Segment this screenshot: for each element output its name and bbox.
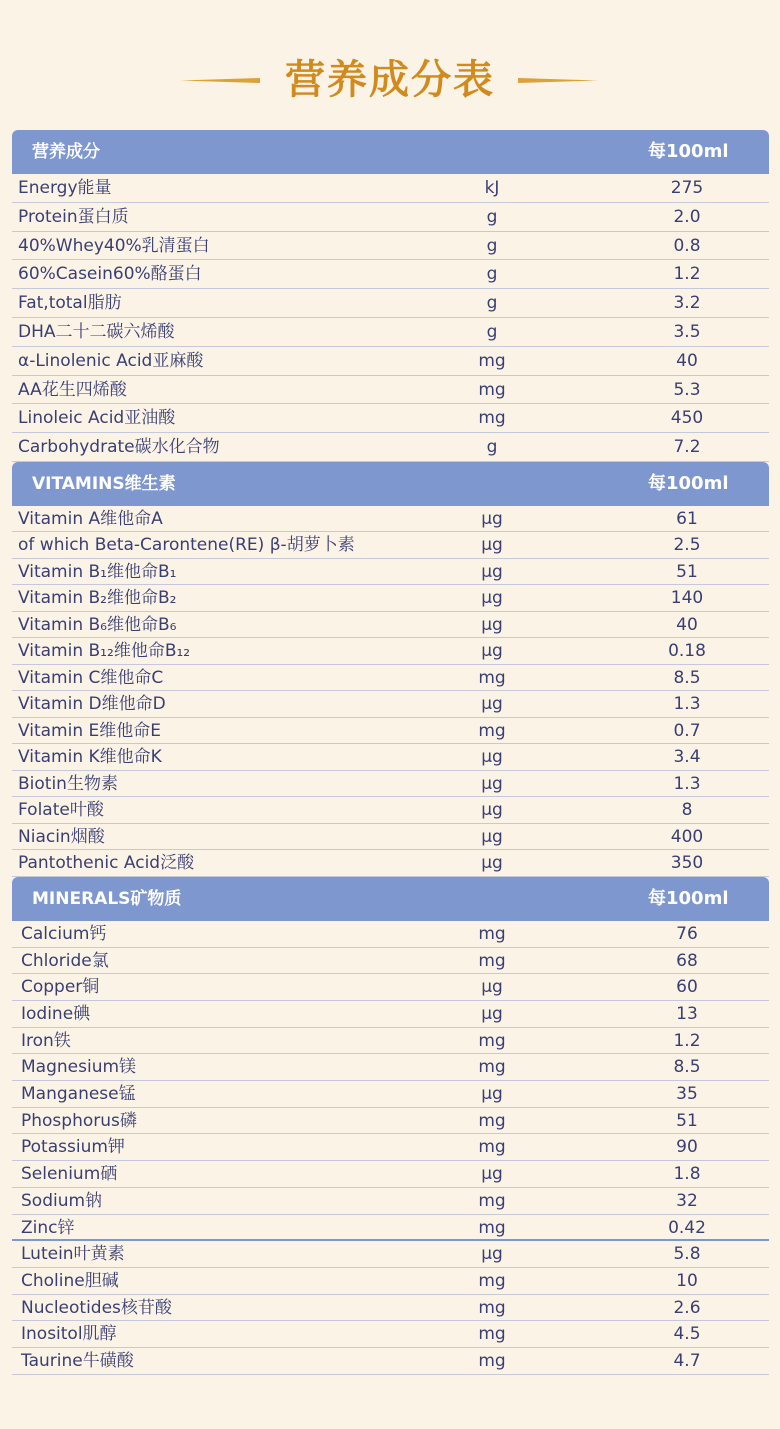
nutrient-name: AA花生四烯酸 [18, 379, 127, 400]
table-row [12, 1295, 769, 1322]
nutrient-name: Manganese锰 [21, 1084, 136, 1105]
nutrient-value: 7.2 [673, 437, 701, 458]
nutrient-name: Copper铜 [21, 977, 100, 998]
table-row [12, 1241, 769, 1268]
nutrient-name: Magnesium镁 [21, 1057, 137, 1078]
nutrient-name: Vitamin B₁₂维他命B₁₂ [18, 641, 191, 662]
nutrient-value: 0.18 [668, 641, 706, 662]
nutrient-name: Selenium硒 [21, 1164, 118, 1185]
nutrient-value: 90 [676, 1137, 698, 1158]
nutrient-name: α-Linolenic Acid亚麻酸 [18, 350, 204, 371]
nutrient-value: 450 [670, 408, 704, 429]
nutrient-name: 40%Whey40%乳清蛋白 [18, 235, 210, 256]
table-row [12, 1348, 769, 1375]
nutrient-name: Potassium钾 [21, 1137, 125, 1158]
nutrient-unit: g [486, 321, 498, 342]
nutrient-value: 4.7 [673, 1350, 701, 1371]
nutrient-unit: mg [478, 1270, 506, 1291]
table-row [12, 1001, 769, 1028]
table-row [12, 744, 769, 771]
table-row [12, 665, 769, 692]
table-row [12, 559, 769, 586]
table-row [12, 948, 769, 975]
nutrient-unit: µg [481, 1004, 503, 1025]
nutrient-value: 3.5 [673, 321, 701, 342]
page-title: 营养成分表 [285, 57, 495, 103]
nutrient-value: 1.3 [673, 773, 701, 794]
nutrient-name: Vitamin K维他命K [18, 747, 162, 768]
nutrient-name: 60%Casein60%酪蛋白 [18, 264, 202, 285]
nutrient-value: 2.5 [673, 535, 701, 556]
table-row [12, 850, 769, 877]
nutrient-value: 40 [676, 614, 698, 635]
nutrient-value: 61 [676, 508, 698, 529]
nutrient-value: 3.4 [673, 747, 701, 768]
nutrient-unit: µg [481, 614, 503, 635]
table-row [12, 433, 769, 462]
section-header [12, 130, 769, 174]
nutrient-unit: µg [481, 561, 503, 582]
nutrient-name: DHA二十二碳六烯酸 [18, 321, 175, 342]
table-row [12, 260, 769, 289]
nutrient-name: Niacin烟酸 [18, 826, 105, 847]
nutrient-unit: µg [481, 694, 503, 715]
table-row [12, 1134, 769, 1161]
nutrient-unit: g [486, 437, 498, 458]
table-row [12, 638, 769, 665]
section-minerals [12, 877, 769, 1375]
table-row [12, 585, 769, 612]
table-row [12, 691, 769, 718]
nutrient-value: 140 [670, 588, 704, 609]
nutrient-unit: mg [478, 1324, 506, 1345]
nutrient-unit: µg [481, 508, 503, 529]
section-rows [12, 174, 769, 462]
nutrient-name: Nucleotides核苷酸 [21, 1297, 172, 1318]
nutrient-unit: mg [478, 1350, 506, 1371]
table-row [12, 404, 769, 433]
nutrient-value: 13 [676, 1004, 698, 1025]
nutrient-unit: g [486, 206, 498, 227]
nutrient-unit: µg [481, 826, 503, 847]
table-row [12, 232, 769, 261]
nutrient-name: of which Beta-Carontene(RE) β-胡萝卜素 [18, 535, 355, 556]
nutrient-name: Protein蛋白质 [18, 206, 129, 227]
nutrient-name: Vitamin A维他命A [18, 508, 163, 529]
nutrient-name: Vitamin E维他命E [18, 720, 162, 741]
table-row [12, 203, 769, 232]
nutrient-unit: mg [478, 350, 506, 371]
nutrient-value: 275 [670, 178, 704, 198]
section-nutrients [12, 130, 769, 462]
section-rows [12, 506, 769, 877]
nutrient-unit: µg [481, 800, 503, 821]
table-row [12, 612, 769, 639]
nutrient-unit: mg [478, 950, 506, 971]
table-row [12, 506, 769, 533]
nutrient-name: Vitamin D维他命D [18, 694, 166, 715]
nutrient-unit: kJ [484, 178, 500, 198]
table-row [12, 1188, 769, 1215]
nutrient-value: 1.3 [673, 694, 701, 715]
nutrient-name: Sodium钠 [21, 1190, 103, 1211]
nutrient-value: 5.3 [673, 379, 701, 400]
nutrient-value: 8.5 [673, 1057, 701, 1078]
section-header-per: 每100ml [648, 141, 729, 162]
nutrient-unit: mg [478, 1057, 506, 1078]
nutrient-name: Calcium钙 [21, 923, 107, 944]
table-row [12, 1081, 769, 1108]
nutrient-value: 32 [676, 1190, 698, 1211]
table-row [12, 718, 769, 745]
nutrient-unit: mg [478, 1110, 506, 1131]
nutrient-unit: µg [481, 773, 503, 794]
table-row [12, 771, 769, 798]
nutrient-unit: mg [478, 1190, 506, 1211]
nutrient-name: Lutein叶黄素 [21, 1244, 125, 1265]
nutrient-unit: µg [481, 1244, 503, 1265]
table-row [12, 376, 769, 405]
nutrient-unit: mg [478, 720, 506, 741]
nutrient-name: Carbohydrate碳水化合物 [18, 437, 220, 458]
nutrient-unit: µg [481, 535, 503, 556]
nutrient-unit: µg [481, 1084, 503, 1105]
nutrient-unit: mg [478, 1030, 506, 1051]
nutrient-name: Folate叶酸 [18, 800, 104, 821]
nutrient-name: Inositol肌醇 [21, 1324, 117, 1345]
nutrient-unit: g [486, 235, 498, 256]
nutrient-name: Vitamin B₁维他命B₁ [18, 561, 177, 582]
nutrient-value: 51 [676, 561, 698, 582]
nutrient-name: Chloride氯 [21, 950, 109, 971]
nutrient-name: Energy能量 [18, 178, 112, 198]
nutrient-unit: µg [481, 747, 503, 768]
nutrient-value: 0.7 [673, 720, 701, 741]
table-row [12, 974, 769, 1001]
nutrient-name: Linoleic Acid亚油酸 [18, 408, 176, 429]
nutrient-name: Vitamin C维他命C [18, 667, 164, 688]
nutrient-value: 8.5 [673, 667, 701, 688]
nutrient-unit: mg [478, 408, 506, 429]
nutrition-table [12, 130, 769, 1375]
section-rows [12, 921, 769, 1375]
nutrient-name: Vitamin B₂维他命B₂ [18, 588, 177, 609]
nutrient-unit: mg [478, 667, 506, 688]
nutrient-unit: g [486, 264, 498, 285]
nutrient-value: 0.8 [673, 235, 701, 256]
table-row [12, 174, 769, 203]
nutrient-value: 35 [676, 1084, 698, 1105]
table-row [12, 1268, 769, 1295]
nutrient-name: Zinc锌 [21, 1217, 75, 1238]
nutrient-value: 76 [676, 923, 698, 944]
nutrient-value: 400 [670, 826, 704, 847]
nutrient-value: 1.8 [673, 1164, 701, 1185]
nutrient-unit: mg [478, 1297, 506, 1318]
nutrient-unit: µg [481, 641, 503, 662]
section-vitamins [12, 462, 769, 877]
nutrient-unit: µg [481, 977, 503, 998]
table-row [12, 824, 769, 851]
nutrient-name: Vitamin B₆维他命B₆ [18, 614, 177, 635]
table-row [12, 1028, 769, 1055]
section-header-per: 每100ml [648, 887, 729, 909]
nutrient-unit: mg [478, 923, 506, 944]
nutrient-value: 2.0 [673, 206, 701, 227]
nutrient-value: 10 [676, 1270, 698, 1291]
nutrient-value: 51 [676, 1110, 698, 1131]
table-row [12, 318, 769, 347]
section-header-title: VITAMINS维生素 [32, 473, 176, 494]
table-row [12, 921, 769, 948]
nutrient-unit: mg [478, 379, 506, 400]
nutrient-value: 4.5 [673, 1324, 701, 1345]
nutrient-value: 0.42 [668, 1217, 706, 1238]
table-row [12, 1108, 769, 1135]
table-row [12, 532, 769, 559]
nutrient-name: Iodine碘 [21, 1004, 91, 1025]
nutrient-value: 1.2 [673, 1030, 701, 1051]
nutrient-value: 60 [676, 977, 698, 998]
nutrient-name: Pantothenic Acid泛酸 [18, 853, 195, 874]
section-header-title: 营养成分 [32, 142, 100, 162]
nutrient-value: 2.6 [673, 1297, 701, 1318]
nutrient-name: Choline胆碱 [21, 1270, 119, 1291]
title-area [0, 52, 780, 108]
nutrient-value: 68 [676, 950, 698, 971]
nutrient-unit: mg [478, 1137, 506, 1158]
section-header [12, 462, 769, 506]
table-row [12, 1054, 769, 1081]
nutrient-name: Biotin生物素 [18, 773, 118, 794]
nutrient-value: 350 [670, 853, 704, 874]
nutrient-unit: µg [481, 588, 503, 609]
nutrient-value: 5.8 [673, 1244, 701, 1265]
nutrient-unit: µg [481, 1164, 503, 1185]
table-row [12, 347, 769, 376]
nutrient-value: 40 [676, 350, 698, 371]
nutrient-name: Taurine牛磺酸 [21, 1350, 134, 1371]
table-row [12, 1161, 769, 1188]
nutrient-unit: g [486, 293, 498, 314]
table-row [12, 797, 769, 824]
table-row [12, 1321, 769, 1348]
nutrient-name: Iron铁 [21, 1030, 71, 1051]
nutrient-name: Fat,total脂肪 [18, 293, 122, 314]
table-row [12, 1215, 769, 1242]
nutrient-unit: µg [481, 853, 503, 874]
nutrient-value: 1.2 [673, 264, 701, 285]
nutrient-value: 8 [681, 800, 693, 821]
section-header [12, 877, 769, 921]
table-row [12, 289, 769, 318]
nutrient-value: 3.2 [673, 293, 701, 314]
nutrient-unit: mg [478, 1217, 506, 1238]
section-header-title: MINERALS矿物质 [32, 888, 182, 909]
nutrient-name: Phosphorus磷 [21, 1110, 137, 1131]
section-header-per: 每100ml [648, 472, 729, 494]
